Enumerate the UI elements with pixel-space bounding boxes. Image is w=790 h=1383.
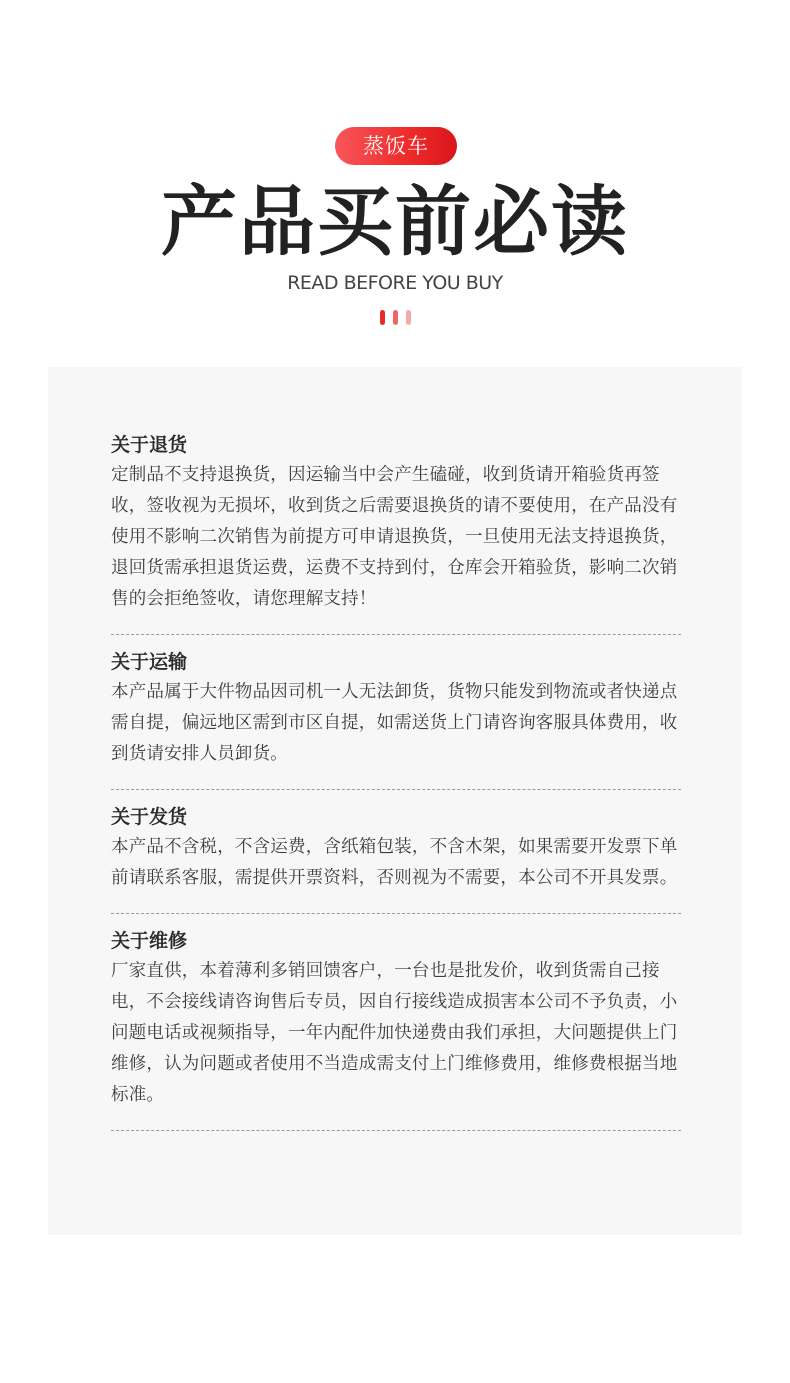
section-repair: [111, 927, 681, 1111]
section-body: 定制品不支持退换货，因运输当中会产生磕碰，收到货请开箱验货再签收，签收视为无损坏，收到货之后需要退换货的请不要使用，在产品没有使用不影响二次销售为前提方可申请退换货，一旦使用无法支持退换货，退回货需承担退货运费，运费不支持到付，仓库会开箱验货，影响二次销售的会拒绝签收，请您理解支持！: [111, 465, 678, 609]
divider: [111, 913, 681, 914]
dot-icon: [393, 310, 398, 325]
divider: [111, 789, 681, 790]
section-body: 本产品属于大件物品因司机一人无法卸货，货物只能发到物流或者快递点需自提，偏远地区需到市区自提，如需送货上门请咨询客服具体费用，收到货请安排人员卸货。: [111, 682, 678, 764]
section-shipping: [111, 648, 681, 770]
section-heading: 关于发货: [111, 806, 188, 828]
section-heading: 关于维修: [111, 930, 188, 952]
section-returns: [111, 431, 681, 615]
decorative-dots: [380, 310, 411, 325]
section-body: 本产品不含税，不含运费，含纸箱包装，不含木架，如果需要开发票下单前请联系客服，需提供开票资料，否则视为不需要，本公司不开具发票。: [111, 837, 678, 888]
divider: [111, 634, 681, 635]
divider: [111, 1130, 681, 1131]
notice-panel: [48, 367, 742, 1235]
notice-sections: [111, 431, 681, 1144]
dot-icon: [380, 310, 385, 325]
dot-icon: [406, 310, 411, 325]
page-title: 产品买前必读: [161, 177, 629, 266]
category-badge: 蒸饭车: [335, 127, 457, 165]
section-heading: 关于运输: [111, 651, 188, 673]
section-delivery: [111, 803, 681, 894]
section-heading: 关于退货: [111, 434, 188, 456]
page-subtitle: READ BEFORE YOU BUY: [287, 272, 503, 294]
section-body: 厂家直供，本着薄利多销回馈客户，一台也是批发价，收到货需自己接电，不会接线请咨询售后专员，因自行接线造成损害本公司不予负责，小问题电话或视频指导，一年内配件加快递费由我们承担，大问题提供上门维修，认为问题或者使用不当造成需支付上门维修费用，维修费根据当地标准。: [111, 961, 678, 1105]
